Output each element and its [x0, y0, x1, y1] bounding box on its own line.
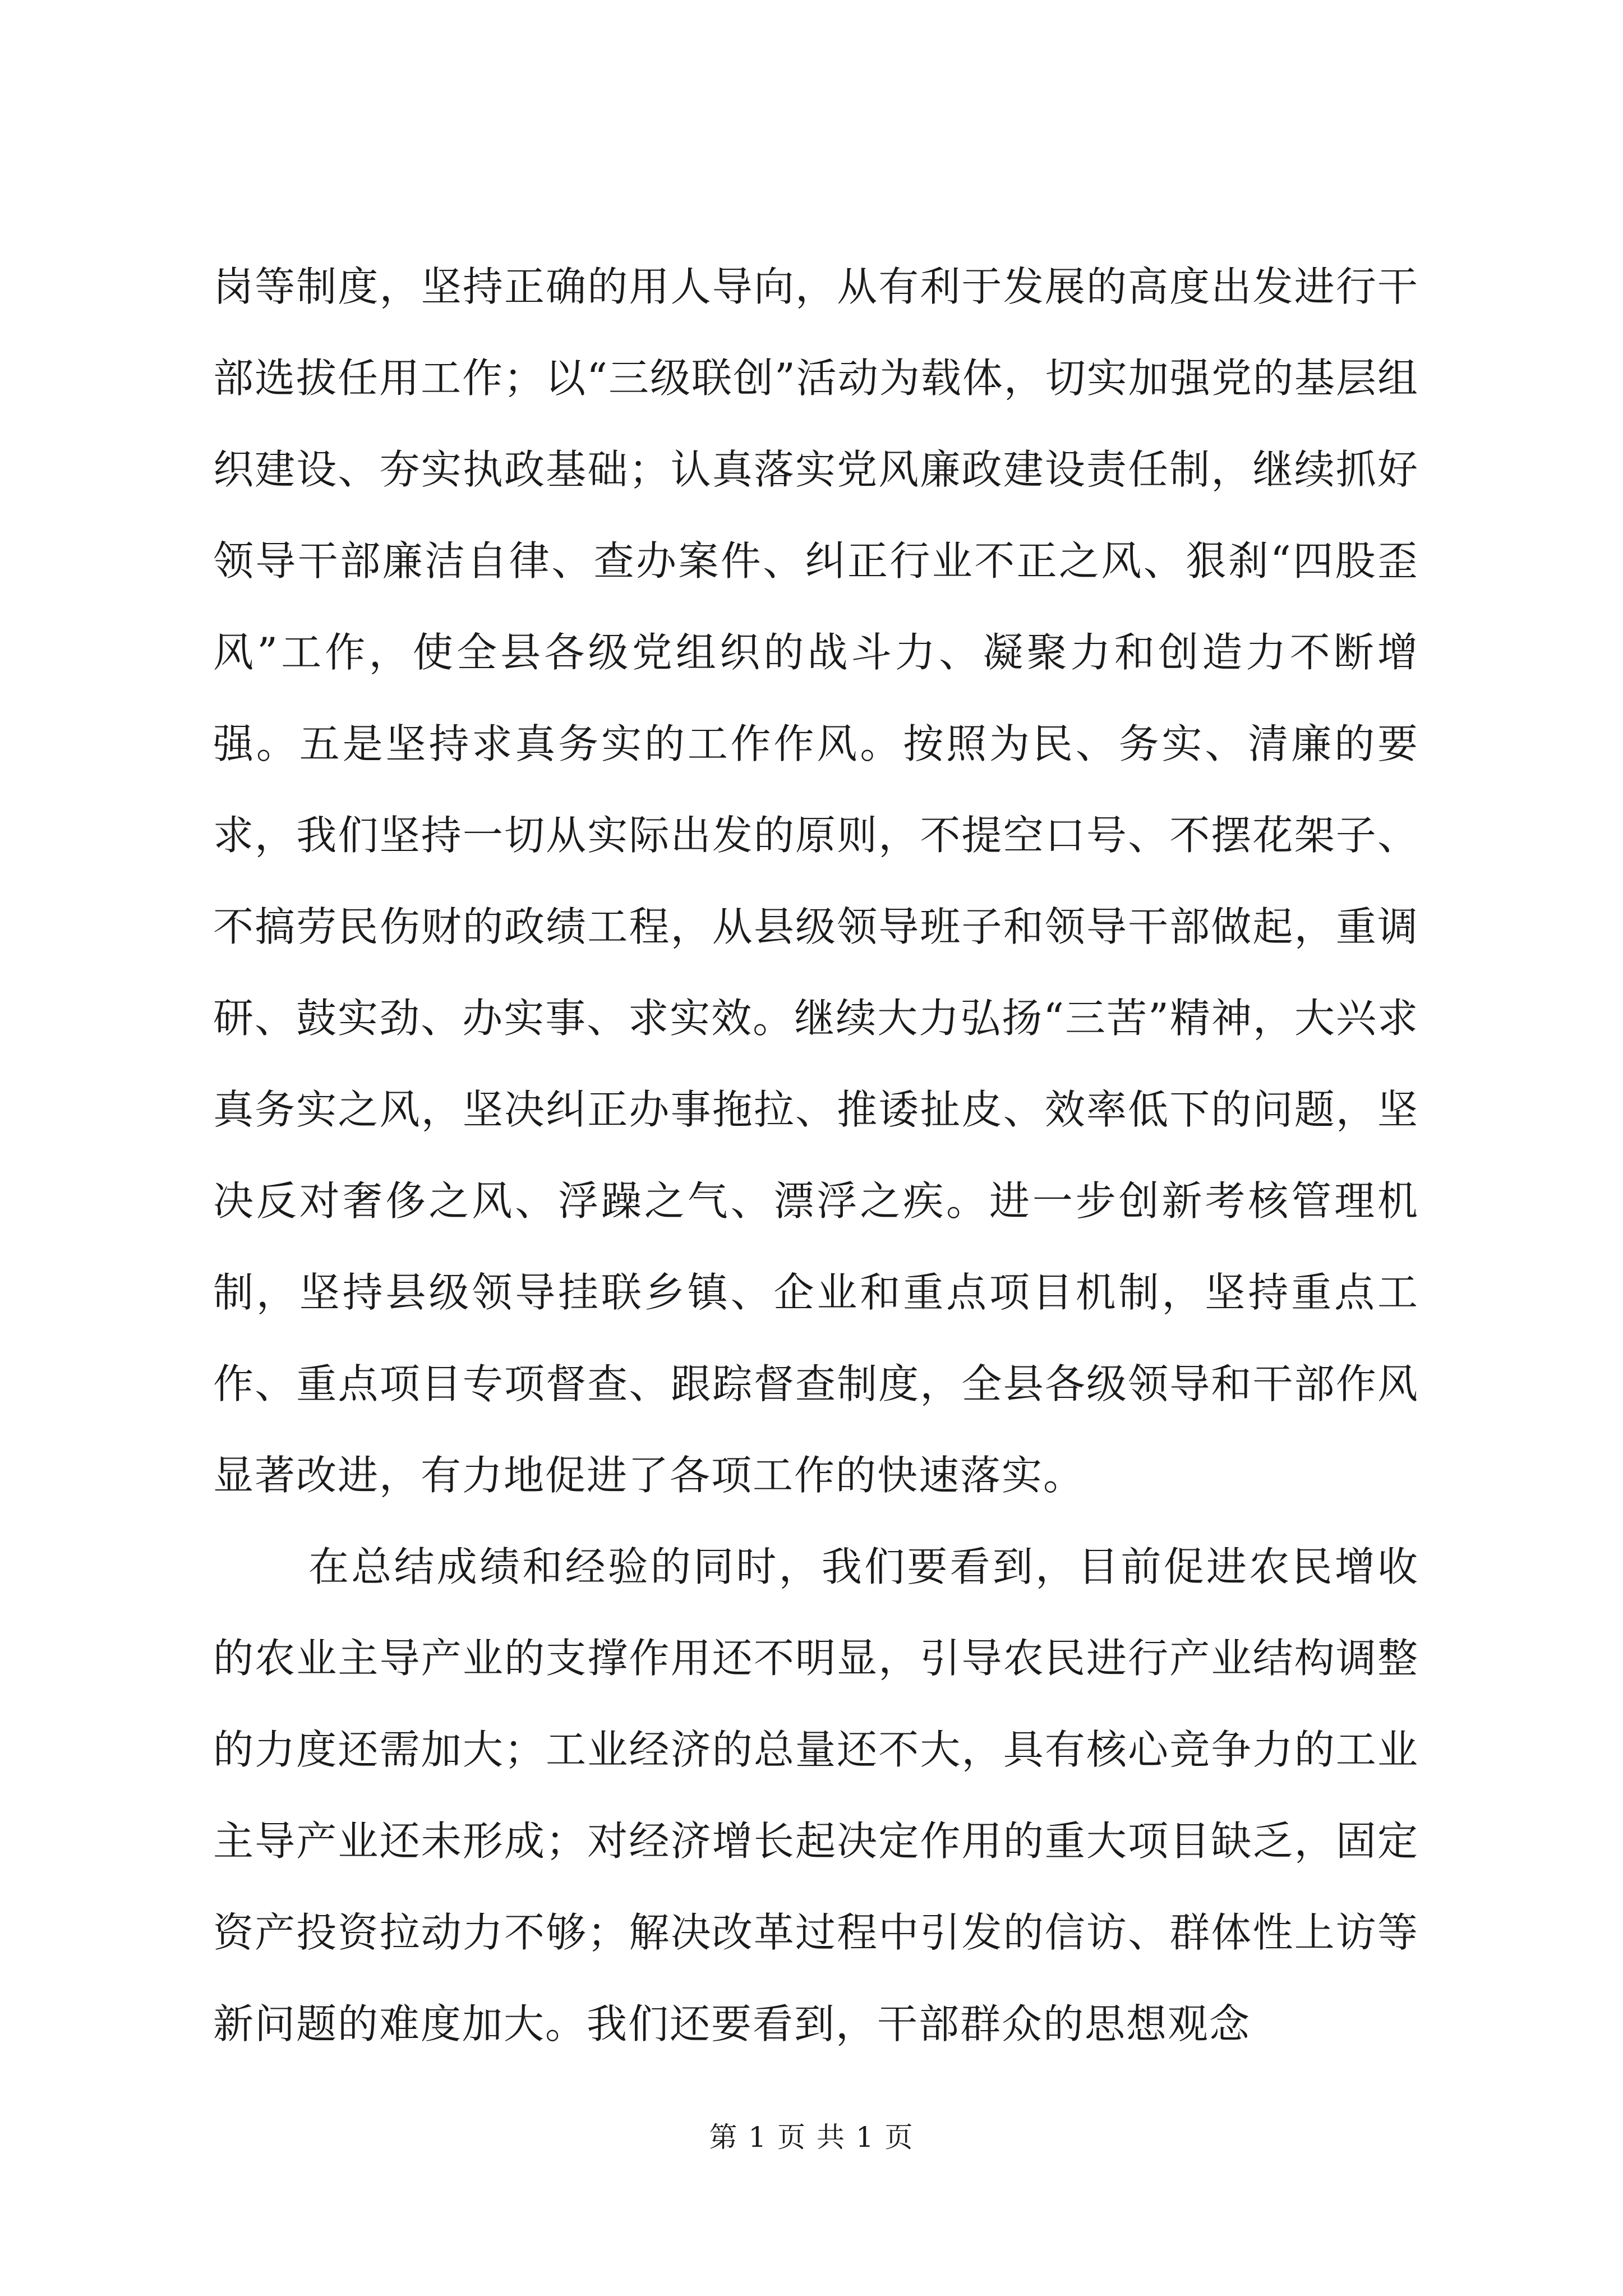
- paragraph-continuation: 岗等制度，坚持正确的用人导向，从有利于发展的高度出发进行干部选拔任用工作；以“三级联创”活动为载体，切实加强党的基层组织建设、夯实执政基础；认真落实党风廉政建设责任制，继续抓好领导干部廉洁自律、查办案件、纠正行业不正之风、狠刹“四股歪风”工作，使全县各级党组织的战斗力、凝聚力和创造力不断增强。五是坚持求真务实的工作作风。按照为民、务实、清廉的要求，我们坚持一切从实际出发的原则，不提空口号、不摆花架子、不搞劳民伤财的政绩工程，从县级领导班子和领导干部做起，重调研、鼓实劲、办实事、求实效。继续大力弘扬“三苦”精神，大兴求真务实之风，坚决纠正办事拖拉、推诿扯皮、效率低下的问题，坚决反对奢侈之风、浮躁之气、漂浮之疾。进一步创新考核管理机制，坚持县级领导挂联乡镇、企业和重点项目机制，坚持重点工作、重点项目专项督查、跟踪督查制度，全县各级领导和干部作风显著改进，有力地促进了各项工作的快速落实。: [213, 263, 1419, 1499]
- document-body: [213, 241, 1419, 2070]
- page-footer: 第 1 页 共 1 页: [709, 2121, 914, 2154]
- paragraph-summary: 在总结成绩和经验的同时，我们要看到，目前促进农民增收的农业主导产业的支撑作用还不明显，引导农民进行产业结构调整的力度还需加大；工业经济的总量还不大，具有核心竞争力的工业主导产业还未形成；对经济增长起决定作用的重大项目缺乏，固定资产投资拉动力不够；解决改革过程中引发的信访、群体性上访等新问题的难度加大。我们还要看到，干部群众的思想观念: [213, 1543, 1419, 2047]
